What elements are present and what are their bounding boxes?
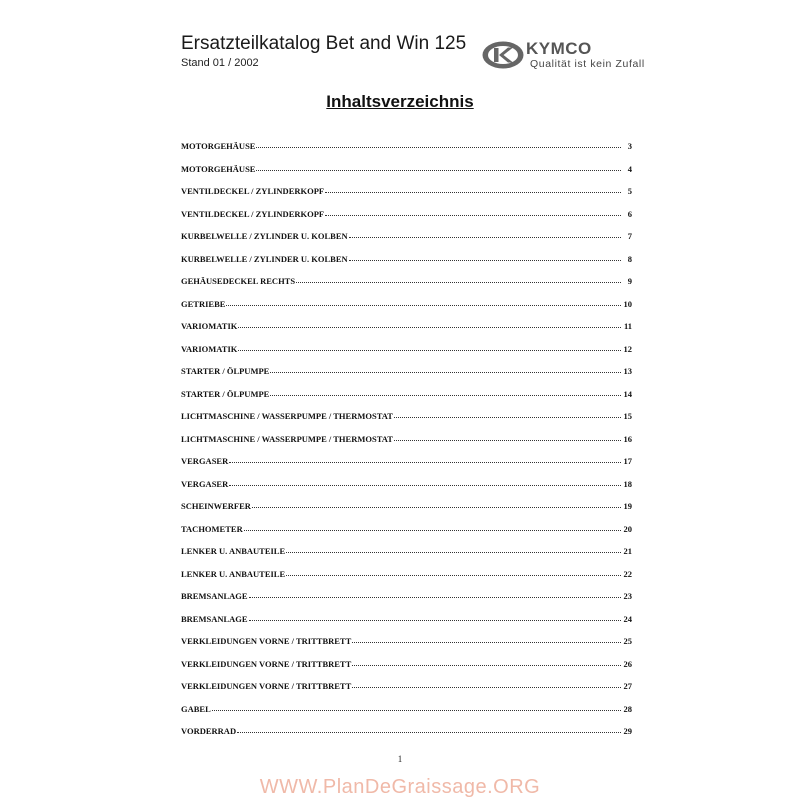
toc-entry[interactable] xyxy=(181,140,632,163)
dot-leader xyxy=(229,461,621,463)
toc-entry-page: 19 xyxy=(623,501,632,511)
dot-leader xyxy=(249,596,621,598)
toc-entry-label: BREMSANLAGE xyxy=(181,613,248,624)
kymco-emblem-icon xyxy=(481,40,525,70)
toc-entry-label: LENKER U. ANBAUTEILE xyxy=(181,568,286,579)
toc-entry-label: VARIOMATIK xyxy=(181,321,238,331)
dot-leader xyxy=(325,214,621,216)
toc-entry[interactable] xyxy=(181,185,632,208)
toc-entry-label: VERGASER xyxy=(181,478,229,489)
toc-entry-page: 13 xyxy=(623,366,632,376)
page-number: 1 xyxy=(397,754,403,764)
toc-entry-label: VERKLEIDUNGEN VORNE / TRITTBRETT xyxy=(181,681,352,691)
toc-entry-page: 29 xyxy=(623,726,632,736)
toc-entry[interactable] xyxy=(181,208,632,231)
toc-entry-label: LICHTMASCHINE / WASSERPUMPE / THERMOSTAT xyxy=(181,433,393,444)
toc-entry-page: 14 xyxy=(623,388,632,399)
dot-leader xyxy=(256,146,621,148)
dot-leader xyxy=(352,686,621,688)
toc-entry-page: 11 xyxy=(623,321,632,331)
toc-entry[interactable] xyxy=(181,455,632,478)
toc-entry-page: 17 xyxy=(623,456,632,466)
logo-wordmark: KYMCO xyxy=(526,39,592,58)
toc-entry[interactable] xyxy=(181,500,632,523)
toc-entry[interactable] xyxy=(181,658,632,681)
toc-entry[interactable] xyxy=(181,703,632,726)
dot-leader xyxy=(270,394,621,396)
toc-entry-page: 25 xyxy=(623,636,632,646)
toc-entry-page: 16 xyxy=(623,433,632,444)
toc-entry-label: VERKLEIDUNGEN VORNE / TRITTBRETT xyxy=(181,658,352,669)
dot-leader xyxy=(394,439,621,441)
toc-entry[interactable] xyxy=(181,275,632,298)
toc-entry-label: KURBELWELLE / ZYLINDER U. KOLBEN xyxy=(181,253,348,264)
toc-entry[interactable] xyxy=(181,320,632,343)
toc-entry[interactable] xyxy=(181,680,632,703)
toc-entry-page: 23 xyxy=(623,591,632,601)
toc-entry[interactable] xyxy=(181,298,632,321)
toc-entry-label: MOTORGEHÄUSE xyxy=(181,141,256,151)
toc-entry-page: 26 xyxy=(623,658,632,669)
toc-entry-page: 3 xyxy=(627,141,632,151)
dot-leader xyxy=(394,416,621,418)
toc-entry-page: 18 xyxy=(623,478,632,489)
dot-leader xyxy=(349,236,621,238)
dot-leader xyxy=(229,484,621,486)
dot-leader xyxy=(237,731,621,733)
toc-entry-label: VENTILDECKEL / ZYLINDERKOPF xyxy=(181,186,325,196)
toc-entry[interactable] xyxy=(181,163,632,186)
toc-entry-label: TACHOMETER xyxy=(181,523,243,534)
dot-leader xyxy=(252,506,621,508)
toc-entry[interactable] xyxy=(181,410,632,433)
catalog-title: Ersatzteilkatalog Bet and Win 125 xyxy=(181,33,467,54)
toc-entry[interactable] xyxy=(181,433,632,456)
watermark: WWW.PlanDeGraissage.ORG xyxy=(259,776,541,798)
toc-entry-page: 8 xyxy=(627,253,632,264)
dot-leader xyxy=(296,281,621,283)
toc-entry-page: 28 xyxy=(623,703,632,714)
toc-entry-label: GEHÄUSEDECKEL RECHTS xyxy=(181,276,296,286)
toc-list xyxy=(181,140,632,748)
kymco-logo xyxy=(481,39,645,74)
toc-entry-page: 9 xyxy=(627,276,632,286)
toc-entry-page: 4 xyxy=(627,163,632,174)
dot-leader xyxy=(286,551,621,553)
toc-entry-page: 20 xyxy=(623,523,632,534)
dot-leader xyxy=(270,371,621,373)
toc-entry[interactable] xyxy=(181,253,632,276)
toc-entry-label: VERKLEIDUNGEN VORNE / TRITTBRETT xyxy=(181,636,352,646)
toc-entry-label: VORDERRAD xyxy=(181,726,237,736)
toc-entry[interactable] xyxy=(181,568,632,591)
toc-entry-label: BREMSANLAGE xyxy=(181,591,248,601)
toc-entry[interactable] xyxy=(181,388,632,411)
toc-entry-label: VENTILDECKEL / ZYLINDERKOPF xyxy=(181,208,325,219)
toc-entry-page: 21 xyxy=(623,546,632,556)
toc-entry-label: SCHEINWERFER xyxy=(181,501,251,511)
dot-leader xyxy=(238,349,621,351)
toc-entry[interactable] xyxy=(181,635,632,658)
dot-leader xyxy=(349,259,621,261)
toc-entry-page: 6 xyxy=(627,208,632,219)
dot-leader xyxy=(249,619,621,621)
toc-entry[interactable] xyxy=(181,365,632,388)
dot-leader xyxy=(226,304,621,306)
toc-entry-label: VERGASER xyxy=(181,456,229,466)
logo-slogan: Qualität ist kein Zufall xyxy=(530,58,645,70)
toc-entry[interactable] xyxy=(181,478,632,501)
toc-entry-page: 5 xyxy=(627,186,632,196)
toc-entry[interactable] xyxy=(181,613,632,636)
dot-leader xyxy=(238,326,621,328)
toc-entry-label: VARIOMATIK xyxy=(181,343,238,354)
toc-entry-page: 27 xyxy=(623,681,632,691)
catalog-date: Stand 01 / 2002 xyxy=(181,57,259,69)
toc-entry-label: MOTORGEHÄUSE xyxy=(181,163,256,174)
toc-entry-label: GABEL xyxy=(181,703,211,714)
dot-leader xyxy=(325,191,621,193)
toc-entry[interactable] xyxy=(181,343,632,366)
toc-entry-page: 7 xyxy=(627,231,632,241)
toc-entry[interactable] xyxy=(181,725,632,748)
toc-entry-label: STARTER / ÖLPUMPE xyxy=(181,388,270,399)
dot-leader xyxy=(352,664,621,666)
toc-entry-label: LENKER U. ANBAUTEILE xyxy=(181,546,286,556)
dot-leader xyxy=(286,574,621,576)
toc-entry[interactable] xyxy=(181,545,632,568)
dot-leader xyxy=(212,709,621,711)
toc-heading: Inhaltsverzeichnis xyxy=(326,92,474,111)
toc-entry-label: LICHTMASCHINE / WASSERPUMPE / THERMOSTAT xyxy=(181,411,393,421)
toc-entry-page: 15 xyxy=(623,411,632,421)
dot-leader xyxy=(244,529,621,531)
toc-entry-page: 22 xyxy=(623,568,632,579)
toc-entry[interactable] xyxy=(181,230,632,253)
toc-entry[interactable] xyxy=(181,523,632,546)
toc-entry-label: KURBELWELLE / ZYLINDER U. KOLBEN xyxy=(181,231,348,241)
toc-entry-label: GETRIEBE xyxy=(181,298,226,309)
dot-leader xyxy=(352,641,621,643)
toc-entry[interactable] xyxy=(181,590,632,613)
toc-entry-page: 12 xyxy=(623,343,632,354)
dot-leader xyxy=(256,169,621,171)
toc-entry-page: 24 xyxy=(623,613,632,624)
toc-entry-page: 10 xyxy=(623,298,632,309)
toc-entry-label: STARTER / ÖLPUMPE xyxy=(181,366,270,376)
